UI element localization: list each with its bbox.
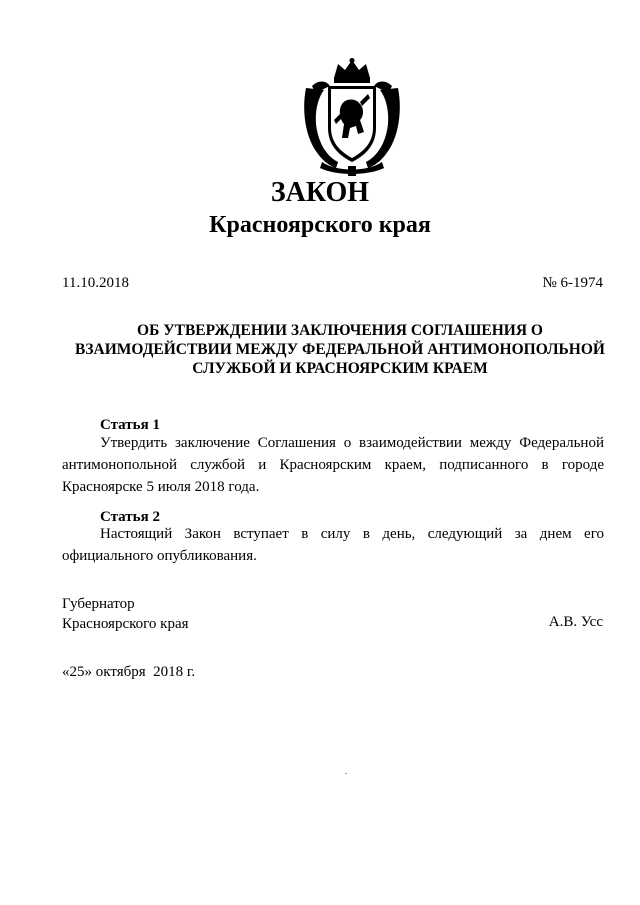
governor-title	[62, 594, 189, 634]
coat-of-arms-icon	[300, 58, 404, 176]
law-date: 11.10.2018	[62, 275, 129, 291]
document-subtitle: Красноярского края	[209, 212, 431, 238]
article-1-body	[62, 432, 604, 498]
law-number: № 6-1974	[542, 275, 603, 291]
signing-date: «25» октября 2018 г.	[62, 664, 196, 680]
governor-name: А.В. Усс	[548, 614, 603, 630]
scan-speck	[345, 773, 347, 774]
article-line: антимонопольной службой и Красноярским краем, подписанного в городе	[62, 457, 604, 473]
article-line: официального опубликования.	[62, 548, 257, 564]
article-line: Утвердить заключение Соглашения о взаимодействии между Федеральной	[100, 435, 604, 451]
article-line: Красноярске 5 июля 2018 года.	[62, 479, 260, 495]
law-heading-line: ОБ УТВЕРЖДЕНИИ ЗАКЛЮЧЕНИЯ СОГЛАШЕНИЯ О	[137, 322, 543, 339]
governor-position: Губернатор	[62, 596, 135, 612]
article-line: Настоящий Закон вступает в силу в день, следующий за днем его	[100, 526, 604, 542]
document-title: ЗАКОН	[270, 177, 370, 208]
law-heading	[40, 321, 640, 378]
article-2-body	[62, 523, 604, 567]
law-heading-line: СЛУЖБОЙ И КРАСНОЯРСКИМ КРАЕМ	[192, 360, 488, 377]
article-2-title: Статья 2	[100, 509, 160, 525]
governor-region: Красноярского края	[62, 616, 189, 632]
article-1-title: Статья 1	[100, 417, 160, 433]
law-heading-line: ВЗАИМОДЕЙСТВИИ МЕЖДУ ФЕДЕРАЛЬНОЙ АНТИМОНОПОЛЬНОЙ	[75, 341, 605, 358]
